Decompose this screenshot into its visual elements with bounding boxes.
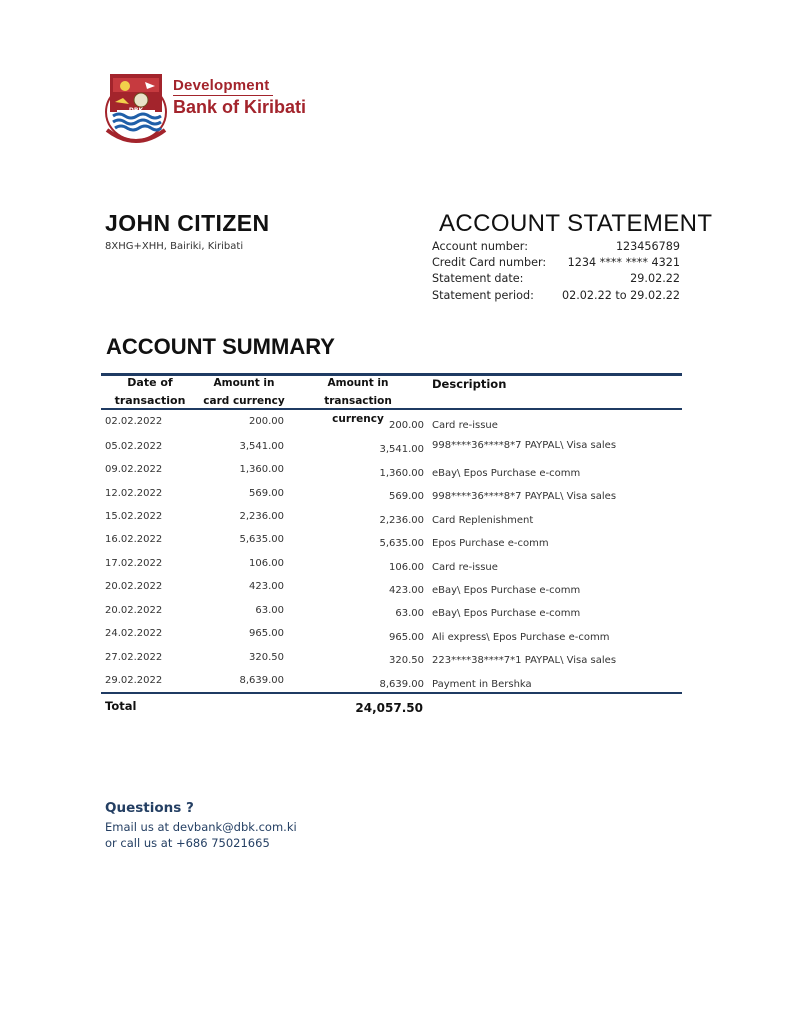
- row-description: Card re-issue: [432, 562, 498, 573]
- row-transaction-amount: 423.00: [389, 585, 424, 596]
- header-bottom-rule: [101, 408, 682, 410]
- row-card-amount: 965.00: [249, 628, 284, 639]
- row-date: 17.02.2022: [105, 558, 163, 569]
- total-value: 24,057.50: [355, 701, 423, 715]
- row-description: Card re-issue: [432, 420, 498, 431]
- row-description: Epos Purchase e-comm: [432, 538, 549, 549]
- table-bottom-rule: [101, 692, 682, 694]
- row-transaction-amount: 200.00: [389, 420, 424, 431]
- row-transaction-amount: 8,639.00: [379, 679, 424, 690]
- row-date: 15.02.2022: [105, 511, 163, 522]
- row-date: 09.02.2022: [105, 464, 163, 475]
- row-description: 998****36****8*7 PAYPAL\ Visa sales: [432, 491, 617, 502]
- row-card-amount: 106.00: [249, 558, 284, 569]
- header-description: Description: [432, 377, 507, 391]
- contact-email-line: Email us at devbank@dbk.com.ki: [105, 820, 297, 834]
- account-number-row: [432, 239, 680, 255]
- bank-seal-icon: [103, 72, 169, 144]
- row-description: Ali express\ Epos Purchase e-comm: [432, 632, 610, 643]
- row-card-amount: 320.50: [249, 652, 284, 663]
- row-card-amount: 3,541.00: [239, 441, 284, 452]
- customer-address: 8XHG+XHH, Bairiki, Kiribati: [105, 241, 244, 252]
- row-transaction-amount: 3,541.00: [379, 444, 424, 455]
- row-card-amount: 1,360.00: [239, 464, 284, 475]
- header-date: [101, 374, 199, 410]
- row-card-amount: 63.00: [255, 605, 284, 616]
- meta-label: Account number:: [432, 240, 528, 253]
- bank-name-divider: [173, 95, 273, 96]
- row-card-amount: 423.00: [249, 581, 284, 592]
- statement-period-row: [432, 288, 680, 304]
- row-description: eBay\ Epos Purchase e-comm: [432, 468, 581, 479]
- meta-label: Statement period:: [432, 288, 534, 302]
- row-date: 16.02.2022: [105, 534, 163, 545]
- contact-phone-line: or call us at +686 75021665: [105, 836, 270, 850]
- summary-title: ACCOUNT SUMMARY: [106, 334, 335, 359]
- statement-meta: [432, 239, 680, 304]
- row-transaction-amount: 106.00: [389, 562, 424, 573]
- row-card-amount: 2,236.00: [239, 511, 284, 522]
- row-transaction-amount: 2,236.00: [379, 515, 424, 526]
- row-date: 29.02.2022: [105, 675, 163, 686]
- svg-text:DBK: DBK: [128, 107, 144, 114]
- bank-name-line1: Development: [173, 77, 270, 94]
- row-date: 02.02.2022: [105, 416, 163, 427]
- meta-value: 02.02.22 to 29.02.22: [562, 288, 680, 302]
- row-description: 998****36****8*7 PAYPAL\ Visa sales: [432, 440, 617, 451]
- row-date: 12.02.2022: [105, 488, 163, 499]
- row-card-amount: 200.00: [249, 416, 284, 427]
- header-line: card currency: [203, 395, 285, 407]
- header-line: Amount in transaction: [324, 377, 392, 407]
- row-description: Card Replenishment: [432, 515, 534, 526]
- header-line: transaction: [114, 394, 186, 407]
- row-transaction-amount: 320.50: [389, 655, 424, 666]
- row-transaction-amount: 63.00: [395, 608, 424, 619]
- header-line: Date of: [127, 376, 173, 389]
- row-card-amount: 8,639.00: [239, 675, 284, 686]
- meta-value: 123456789: [615, 240, 680, 253]
- row-description: eBay\ Epos Purchase e-comm: [432, 585, 581, 596]
- row-description: Payment in Bershka: [432, 679, 532, 690]
- questions-title: Questions ?: [105, 800, 194, 816]
- row-card-amount: 5,635.00: [239, 534, 284, 545]
- row-date: 05.02.2022: [105, 441, 163, 452]
- row-date: 27.02.2022: [105, 652, 163, 663]
- credit-card-number-row: [432, 255, 680, 271]
- total-label: Total: [105, 699, 137, 713]
- customer-name: JOHN CITIZEN: [105, 210, 270, 236]
- statement-title: ACCOUNT STATEMENT: [439, 210, 713, 237]
- header-card-amount: [200, 374, 288, 410]
- row-transaction-amount: 965.00: [389, 632, 424, 643]
- row-description: eBay\ Epos Purchase e-comm: [432, 608, 581, 619]
- row-card-amount: 569.00: [249, 488, 284, 499]
- row-transaction-amount: 5,635.00: [379, 538, 424, 549]
- row-date: 20.02.2022: [105, 581, 163, 592]
- header-line: Amount in: [213, 377, 275, 389]
- meta-label: Credit Card number:: [432, 256, 547, 270]
- meta-label: Statement date:: [432, 272, 524, 286]
- row-transaction-amount: 569.00: [389, 491, 424, 502]
- row-description: 223****38****7*1 PAYPAL\ Visa sales: [432, 655, 617, 666]
- bank-logo: [103, 72, 333, 144]
- bank-name-line2: Bank of Kiribati: [173, 97, 307, 117]
- header-line: currency: [332, 413, 384, 425]
- meta-value: 29.02.22: [630, 272, 680, 286]
- meta-value: 1234 **** **** 4321: [567, 256, 680, 270]
- statement-date-row: [432, 271, 680, 287]
- row-date: 24.02.2022: [105, 628, 163, 639]
- row-date: 20.02.2022: [105, 605, 163, 616]
- row-transaction-amount: 1,360.00: [379, 468, 424, 479]
